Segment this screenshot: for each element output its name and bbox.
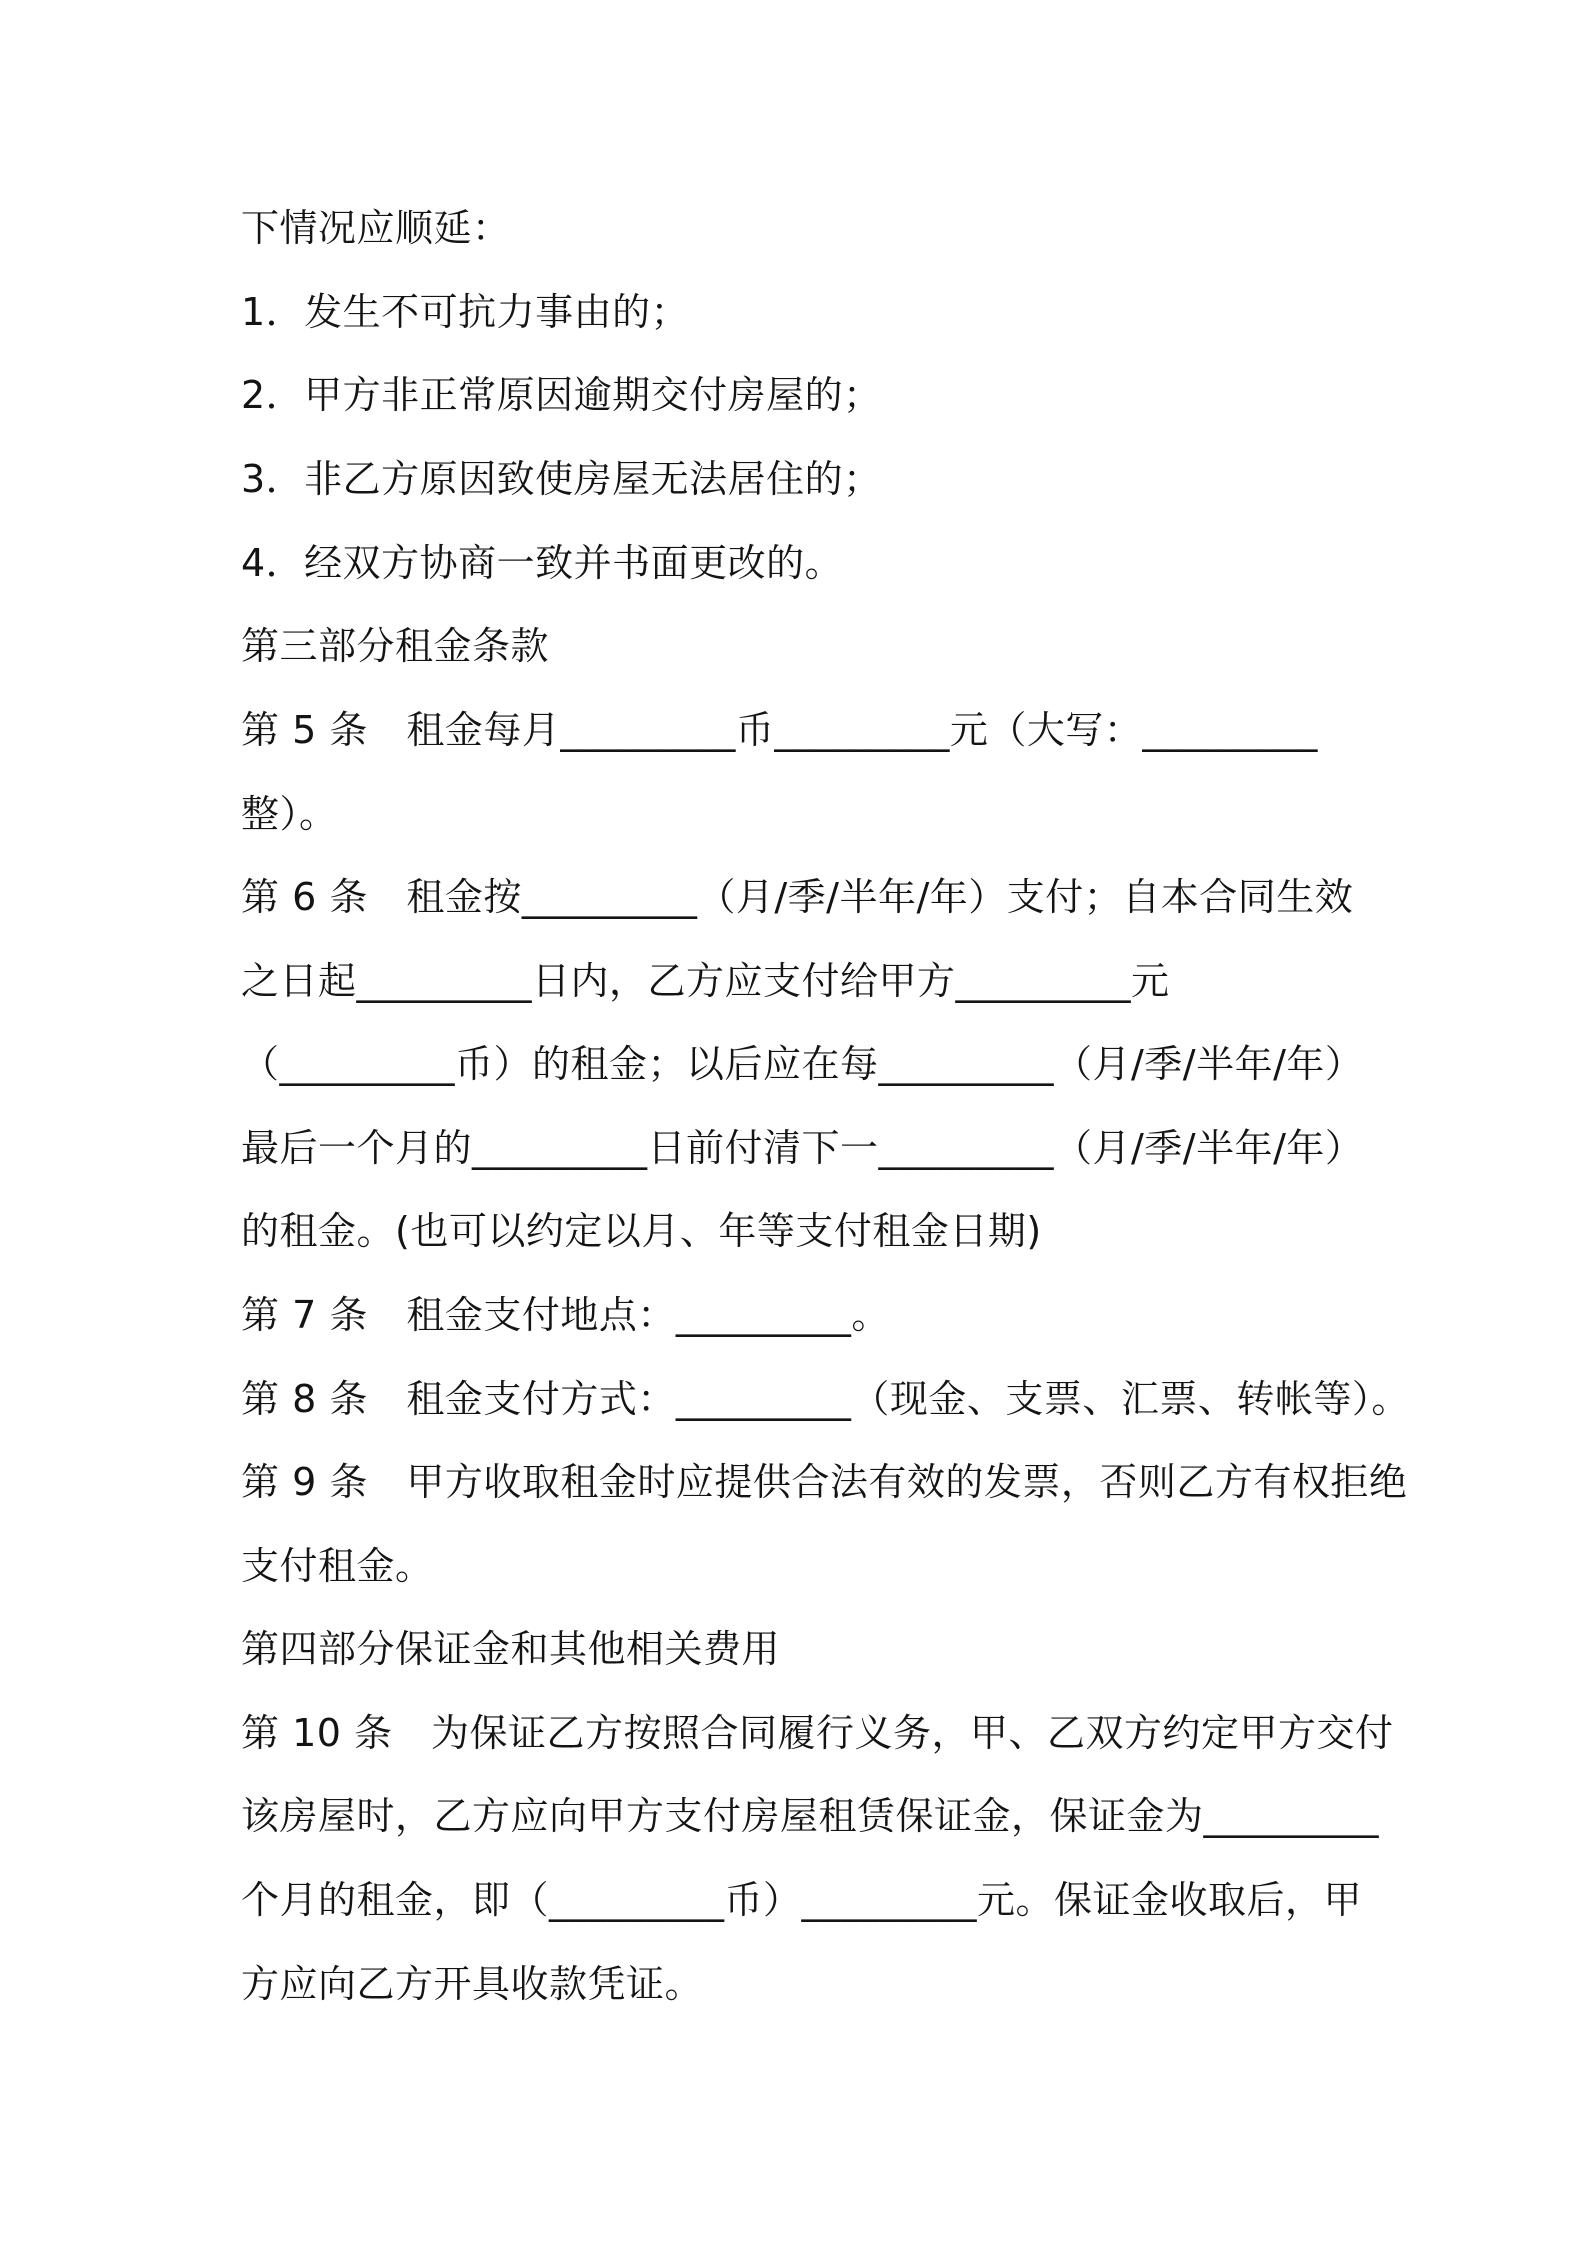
list-item: 3．非乙方原因致使房屋无法居住的； — [241, 457, 882, 501]
clause-text: 整）。 — [241, 792, 338, 836]
clause-text: 之日起_________日内，乙方应支付给甲方_________元 — [241, 959, 1170, 1003]
clause-text: 第 6 条 租金按_________（月/季/半年/年）支付；自本合同生效 — [241, 875, 1354, 919]
clause-text: 第 8 条 租金支付方式：_________（现金、支票、汇票、转帐等）。 — [241, 1377, 1410, 1421]
text-line: 下情况应顺延： — [241, 206, 511, 250]
clause-text: 支付租金。 — [241, 1544, 434, 1588]
clause-text: （_________币）的租金；以后应在每_________（月/季/半年/年） — [241, 1042, 1364, 1086]
clause-text: 该房屋时，乙方应向甲方支付房屋租赁保证金，保证金为_________ — [241, 1794, 1380, 1838]
clause-text: 的租金。(也可以约定以月、年等支付租金日期) — [241, 1209, 1042, 1253]
clause-text: 最后一个月的_________日前付清下一_________（月/季/半年/年） — [241, 1126, 1364, 1170]
clause-text: 第 5 条 租金每月_________币_________元（大写：_________ — [241, 708, 1318, 752]
section-heading: 第四部分保证金和其他相关费用 — [241, 1627, 781, 1671]
clause-text: 第 7 条 租金支付地点：_________。 — [241, 1293, 890, 1337]
section-heading: 第三部分租金条款 — [241, 624, 550, 668]
list-item: 2．甲方非正常原因逾期交付房屋的； — [241, 373, 882, 417]
list-item: 1．发生不可抗力事由的； — [241, 290, 690, 334]
clause-text: 方应向乙方开具收款凭证。 — [241, 1962, 704, 2006]
clause-text: 个月的租金，即（_________币）_________元。保证金收取后，甲 — [241, 1878, 1363, 1922]
list-item: 4．经双方协商一致并书面更改的。 — [241, 541, 844, 585]
clause-text: 第 10 条 为保证乙方按照合同履行义务，甲、乙双方约定甲方交付 — [241, 1711, 1394, 1755]
clause-text: 第 9 条 甲方收取租金时应提供合法有效的发票，否则乙方有权拒绝 — [241, 1460, 1408, 1504]
